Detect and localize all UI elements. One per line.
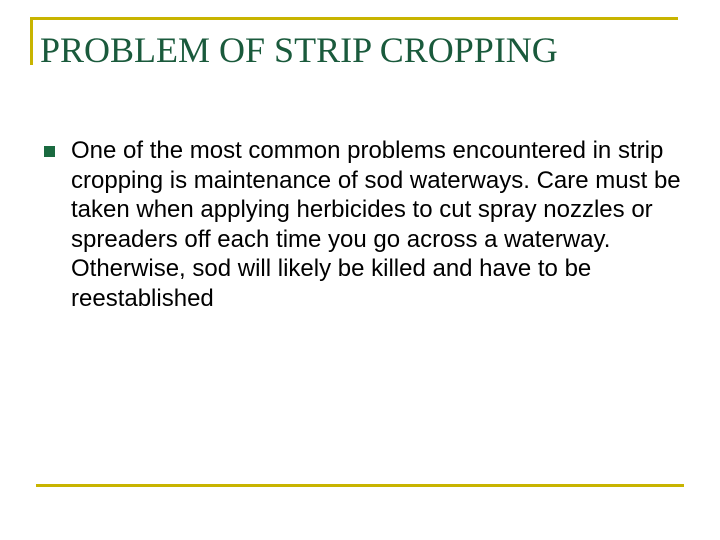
bullet-text: One of the most common problems encountered in strip cropping is maintenance of sod waterways. Care must be taken when applying herbicides to cut spray nozzles or spreaders off each time you go across a waterway. Otherwise, sod will likely be killed and have to be reestablished: [71, 137, 681, 312]
footer-rule: [36, 484, 684, 487]
slide-title: PROBLEM OF STRIP CROPPING: [40, 30, 558, 70]
title-left-rule: [30, 17, 33, 65]
title-top-rule: [30, 17, 678, 20]
square-bullet-icon: [44, 146, 55, 157]
